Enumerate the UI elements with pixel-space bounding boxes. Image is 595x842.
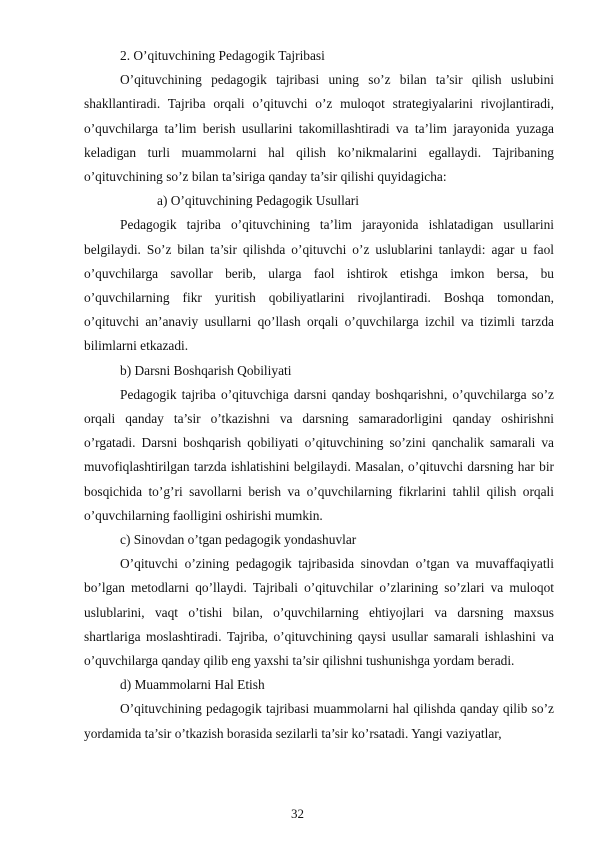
subsection-c-paragraph: O’qituvchi o’zining pedagogik tajribasida sinovdan o’tgan va muvaffaqiyatli bo’lgan metodlarni qo’llaydi. Tajribali o’qituvchilar o’zlarining so’zlari va muloqot uslublarini, vaqt o’tishi bilan, o’quvchilarning ehtiyojlari va darsning maxsus shartlariga moslashtiradi. Tajriba, o’qituvchining qaysi usullar samarali ishlashini va o’quvchilarga qanday qilib eng yaxshi ta’sir qilishni tushunishga yordam beradi. [84,556,554,669]
page-number: 32 [291,806,304,821]
section-title: 2. O’qituvchining Pedagogik Tajribasi [120,48,325,63]
subsection-b-paragraph: Pedagogik tajriba o’qituvchiga darsni qanday boshqarishni, o’quvchilarga so’z orqali qanday ta’sir o’tkazishni va darsning samaradorligini qanday oshirishni o’rgatadi. Darsni boshqarish qobiliyati o’qituvchining so’zini qanchalik samarali va muvofiqlashtirilgan tarzda ishlatishini belgilaydi. Masalan, o’qituvchi darsning har bir bosqichida to’g’ri savollarni berish va o’quvchilarning fikrlarini tahlil qilish orqali o’quvchilarning faolligini oshirishi mumkin. [84,386,554,523]
subsection-a-title: a) O’qituvchining Pedagogik Usullari [157,193,359,209]
subsection-c-title: c) Sinovdan o’tgan pedagogik yondashuvlar [120,532,357,548]
document-body [84,44,554,746]
subsection-d-title: d) Muammolarni Hal Etish [120,677,265,693]
subsection-a-paragraph: Pedagogik tajriba o’qituvchining ta’lim jarayonida ishlatadigan usullarini belgilaydi. So’z bilan ta’sir qilishda o’qituvchi o’z uslublarini tanlaydi: agar u faol o’quvchilarga savollar berib, ularga faol ishtirok etishga imkon bersa, bu o’quvchilarning fikr yuritish qobiliyatlarini rivojlantiradi. Boshqa tomondan, o’qituvchi an’anaviy usullarni qo’llash orqali o’quvchilarga izchil va tizimli tarzda bilimlarni etkazadi. [84,217,554,354]
intro-paragraph: O’qituvchining pedagogik tajribasi uning so’z bilan ta’sir qilish uslubini shakllantiradi. Tajriba orqali o’qituvchi o’z muloqot strategiyalarini rivojlantiradi, o’quvchilarga ta’lim berish usullarini takomillashtiradi va ta’lim jarayonida yuzaga keladigan turli muammolarni hal qilish ko’nikmalarini egallaydi. Tajribaning o’qituvchining so’z bilan ta’siriga qanday ta’sir qilishi quyidagicha: [84,72,554,185]
subsection-b-title: b) Darsni Boshqarish Qobiliyati [120,362,292,378]
subsection-d-paragraph: O’qituvchining pedagogik tajribasi muammolarni hal qilishda qanday qilib so’z yordamida ta’sir o’tkazish borasida sezilarli ta’sir ko’rsatadi. Yangi vaziyatlar, [84,701,554,741]
